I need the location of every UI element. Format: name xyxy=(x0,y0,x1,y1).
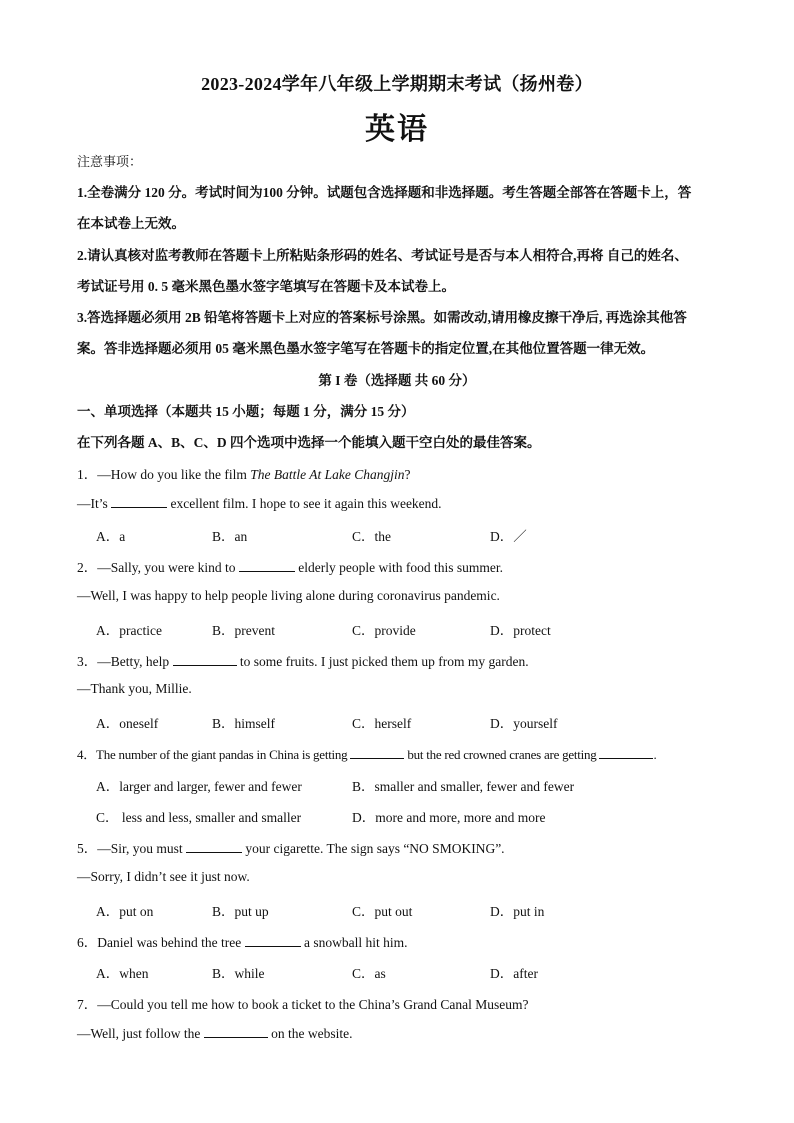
q1-option-a[interactable]: A．a xyxy=(96,529,126,544)
question-4-stem: 4．The number of the giant pandas in China is getting but the red crowned cranes are getting . xyxy=(77,747,657,762)
answer-blank xyxy=(599,745,653,759)
answer-blank xyxy=(111,494,167,508)
answer-blank xyxy=(245,933,301,947)
question-1-reply: —It’s excellent film. I hope to see it again this weekend. xyxy=(77,496,442,511)
question-1-stem: 1．—How do you like the film The Battle At Lake Changjin? xyxy=(77,467,411,482)
q3-option-a[interactable]: A．oneself xyxy=(96,716,159,731)
film-title: The Battle At Lake Changjin xyxy=(250,467,405,482)
note-3-line-1: 3.答选择题必须用 2B 铅笔将答题卡上对应的答案标号涂黑。如需改动,请用橡皮擦干净后, 再选涂其他答 xyxy=(77,310,687,325)
question-2-reply: —Well, I was happy to help people living alone during coronavirus pandemic. xyxy=(77,588,500,603)
q4-option-b[interactable]: B．smaller and smaller, fewer and fewer xyxy=(352,779,575,794)
q2-option-c[interactable]: C．provide xyxy=(352,623,416,638)
q2-option-d[interactable]: D．protect xyxy=(490,623,551,638)
answer-blank xyxy=(350,745,404,759)
part-1-heading: 一、单项选择（本题共 15 小题；每题 1 分，满分 15 分） xyxy=(77,404,415,419)
q4-option-d[interactable]: D．more and more, more and more xyxy=(352,810,546,825)
question-2-stem: 2．—Sally, you were kind to elderly people with food this summer. xyxy=(77,560,503,575)
note-3-line-2: 案。答非选择题必须用 05 毫米黑色墨水签字笔写在答题卡的指定位置,在其他位置答题一律无效。 xyxy=(77,341,655,356)
question-6-stem: 6．Daniel was behind the tree a snowball hit him. xyxy=(77,935,408,950)
question-3-reply: —Thank you, Millie. xyxy=(77,681,192,696)
answer-blank xyxy=(173,652,237,666)
question-7-reply: —Well, just follow the on the website. xyxy=(77,1026,353,1041)
q3-option-b[interactable]: B．himself xyxy=(212,716,275,731)
instruction-text: 在下列各题 A、B、C、D 四个选项中选择一个能填入题干空白处的最佳答案。 xyxy=(77,435,541,450)
q2-option-b[interactable]: B．prevent xyxy=(212,623,275,638)
q4-option-a[interactable]: A．larger and larger, fewer and fewer xyxy=(96,779,302,794)
question-7-stem: 7．—Could you tell me how to book a ticket to the China’s Grand Canal Museum? xyxy=(77,997,529,1012)
q6-option-a[interactable]: A．when xyxy=(96,966,149,981)
exam-title: 2023-2024学年八年级上学期期末考试（扬州卷） xyxy=(201,74,593,94)
q1-option-b[interactable]: B．an xyxy=(212,529,248,544)
q5-option-a[interactable]: A．put on xyxy=(96,904,154,919)
question-3-stem: 3．—Betty, help to some fruits. I just picked them up from my garden. xyxy=(77,654,529,669)
q4-option-c[interactable]: C． less and less, smaller and smaller xyxy=(96,810,302,825)
notes-heading: 注意事项： xyxy=(77,154,143,169)
answer-blank xyxy=(186,839,242,853)
q3-option-c[interactable]: C．herself xyxy=(352,716,412,731)
q5-option-d[interactable]: D．put in xyxy=(490,904,545,919)
note-2-line-1: 2.请认真核对监考教师在答题卡上所粘贴条形码的姓名、考试证号是否与本人相符合,再将 自己的姓名、 xyxy=(77,248,688,263)
note-2-line-2: 考试证号用 0. 5 毫米黑色墨水签字笔填写在答题卡及本试卷上。 xyxy=(77,279,455,294)
q2-option-a[interactable]: A．practice xyxy=(96,623,162,638)
q6-option-b[interactable]: B．while xyxy=(212,966,265,981)
q6-option-d[interactable]: D．after xyxy=(490,966,538,981)
q5-option-c[interactable]: C．put out xyxy=(352,904,413,919)
subject-title: 英语 xyxy=(365,113,429,146)
note-1-line-1: 1.全卷满分 120 分。考试时间为100 分钟。试题包含选择题和非选择题。考生答题全部答在答题卡上，答 xyxy=(77,185,692,200)
question-5-stem: 5．—Sir, you must your cigarette. The sign says “NO SMOKING”. xyxy=(77,841,505,856)
q6-option-c[interactable]: C．as xyxy=(352,966,386,981)
volume-heading: 第 I 卷（选择题 共 60 分） xyxy=(318,373,476,388)
question-5-reply: —Sorry, I didn’t see it just now. xyxy=(77,869,250,884)
answer-blank xyxy=(239,558,295,572)
answer-blank xyxy=(204,1024,268,1038)
note-1-line-2: 在本试卷上无效。 xyxy=(77,216,185,231)
q5-option-b[interactable]: B．put up xyxy=(212,904,269,919)
q1-option-d[interactable]: D．／ xyxy=(490,529,527,544)
q3-option-d[interactable]: D．yourself xyxy=(490,716,558,731)
q1-option-c[interactable]: C．the xyxy=(352,529,391,544)
